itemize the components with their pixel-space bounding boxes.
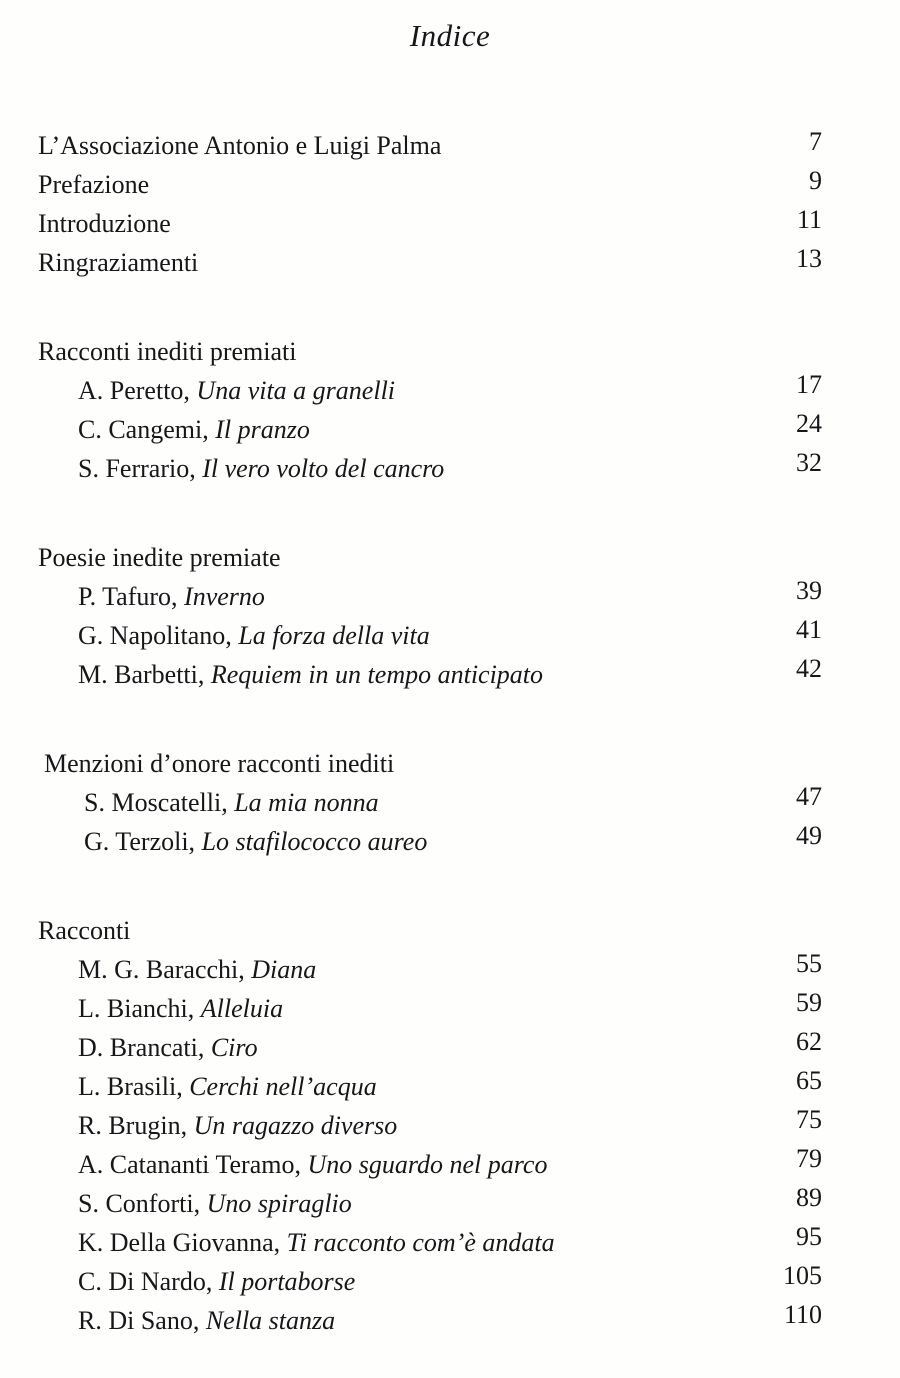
toc-row[interactable] xyxy=(0,126,900,165)
toc-entry-title: Ciro xyxy=(210,1033,258,1062)
toc-entry-title: Il vero volto del cancro xyxy=(202,454,445,483)
toc-section xyxy=(0,332,900,488)
toc-entry-author: G. Napolitano, xyxy=(78,621,232,650)
toc-page-number: 79 xyxy=(796,1144,822,1173)
toc-entry-label: Ringraziamenti xyxy=(38,248,199,277)
front-matter-list xyxy=(0,126,900,282)
toc-entry-label: L’Associazione Antonio e Luigi Palma xyxy=(38,131,442,160)
toc-entry-label xyxy=(78,655,543,694)
toc-entry-title: Lo stafilococco aureo xyxy=(201,827,428,856)
toc-page-number: 65 xyxy=(796,1066,822,1095)
toc-section-heading: Racconti xyxy=(38,916,131,945)
toc-entry-author: A. Peretto, xyxy=(78,376,190,405)
toc-page-number: 13 xyxy=(796,244,822,273)
toc-entry-title: Il portaborse xyxy=(218,1267,356,1296)
toc-entry-author: L. Bianchi, xyxy=(78,994,195,1023)
toc-entry-title: Diana xyxy=(251,955,317,984)
toc-row[interactable] xyxy=(0,204,900,243)
toc-page-number: 62 xyxy=(796,1027,822,1056)
toc-entry-author: S. Ferrario, xyxy=(78,454,196,483)
toc-entry-label xyxy=(78,1301,335,1340)
toc-entry-author: M. Barbetti, xyxy=(78,660,205,689)
toc-entry-label xyxy=(78,1184,352,1223)
toc-entry-title: Un ragazzo diverso xyxy=(193,1111,398,1140)
toc-entry-label xyxy=(78,449,444,488)
toc-page-number: 47 xyxy=(796,782,822,811)
toc-page-number: 95 xyxy=(796,1222,822,1251)
toc-entry-label xyxy=(78,616,430,655)
toc-entry-author: R. Brugin, xyxy=(78,1111,188,1140)
toc-entry-title: Cerchi nell’acqua xyxy=(189,1072,377,1101)
toc-entry-label xyxy=(78,577,265,616)
toc-entry-label xyxy=(78,1145,547,1184)
toc-entry-label xyxy=(84,822,427,861)
toc-entry-label xyxy=(84,783,379,822)
toc-section xyxy=(0,911,900,1340)
toc-entry-title: Ti racconto com’è andata xyxy=(286,1228,555,1257)
toc-row[interactable] xyxy=(0,1301,900,1340)
toc-section-heading: Racconti inediti premiati xyxy=(38,337,297,366)
toc-entry-title: Alleluia xyxy=(200,994,284,1023)
toc-entry-title: La mia nonna xyxy=(234,788,379,817)
toc-section xyxy=(0,744,900,861)
toc-entry-author: M. G. Baracchi, xyxy=(78,955,245,984)
toc-page-number: 89 xyxy=(796,1183,822,1212)
toc-page-number: 24 xyxy=(796,409,822,438)
toc-entry-label xyxy=(78,989,283,1028)
section-list xyxy=(0,332,900,1340)
toc-entry-label xyxy=(78,950,316,989)
toc-entry-label xyxy=(78,1067,377,1106)
toc-entry-author: K. Della Giovanna, xyxy=(78,1228,281,1257)
toc-page-number: 110 xyxy=(783,1300,822,1329)
toc-entry-title: Il pranzo xyxy=(215,415,310,444)
toc-entry-label xyxy=(78,1028,258,1067)
toc-entry-author: D. Brancati, xyxy=(78,1033,205,1062)
toc-entry-title: Uno spiraglio xyxy=(206,1189,352,1218)
toc-entry-author: R. Di Sano, xyxy=(78,1306,200,1335)
toc-entry-author: C. Cangemi, xyxy=(78,415,209,444)
toc-entry-title: Inverno xyxy=(184,582,265,611)
toc-page-number: 105 xyxy=(783,1261,822,1290)
toc-page-number: 11 xyxy=(796,205,822,234)
toc-entry-title: Nella stanza xyxy=(205,1306,336,1335)
toc-page-number: 75 xyxy=(796,1105,822,1134)
toc-row[interactable] xyxy=(0,655,900,694)
toc-entry-author: G. Terzoli, xyxy=(84,827,196,856)
toc-page-number: 49 xyxy=(796,821,822,850)
toc-section-heading: Menzioni d’onore racconti inediti xyxy=(44,749,395,778)
toc-page-number: 41 xyxy=(796,615,822,644)
toc-row[interactable] xyxy=(0,449,900,488)
toc-entry-author: A. Catananti Teramo, xyxy=(78,1150,301,1179)
toc-entry-author: L. Brasili, xyxy=(78,1072,183,1101)
table-of-contents xyxy=(0,126,900,1340)
toc-entry-author: S. Moscatelli, xyxy=(84,788,228,817)
page-title: Indice xyxy=(409,18,491,53)
toc-page-number: 17 xyxy=(796,370,822,399)
toc-page-number: 39 xyxy=(796,576,822,605)
toc-entry-title: Uno sguardo nel parco xyxy=(307,1150,548,1179)
toc-page-number: 59 xyxy=(796,988,822,1017)
toc-entry-label: Prefazione xyxy=(38,170,150,199)
toc-page-number: 55 xyxy=(796,949,822,978)
toc-entry-label xyxy=(78,410,310,449)
toc-entry-title: Requiem in un tempo anticipato xyxy=(210,660,544,689)
toc-row[interactable] xyxy=(0,165,900,204)
toc-entry-label xyxy=(78,1106,397,1145)
toc-row[interactable] xyxy=(0,822,900,861)
toc-entry-label xyxy=(78,371,395,410)
toc-page-number: 9 xyxy=(809,166,822,195)
toc-entry-author: C. Di Nardo, xyxy=(78,1267,213,1296)
toc-page-number: 7 xyxy=(809,127,822,156)
toc-entry-title: Una vita a granelli xyxy=(196,376,396,405)
toc-row[interactable] xyxy=(0,243,900,282)
toc-entry-author: S. Conforti, xyxy=(78,1189,201,1218)
toc-entry-title: La forza della vita xyxy=(238,621,430,650)
toc-section xyxy=(0,538,900,694)
toc-entry-label xyxy=(78,1223,555,1262)
toc-entry-author: P. Tafuro, xyxy=(78,582,178,611)
toc-page-number: 32 xyxy=(796,448,822,477)
toc-section-heading: Poesie inedite premiate xyxy=(38,543,281,572)
toc-entry-label: Introduzione xyxy=(38,209,171,238)
toc-entry-label xyxy=(78,1262,355,1301)
toc-page-number: 42 xyxy=(796,654,822,683)
